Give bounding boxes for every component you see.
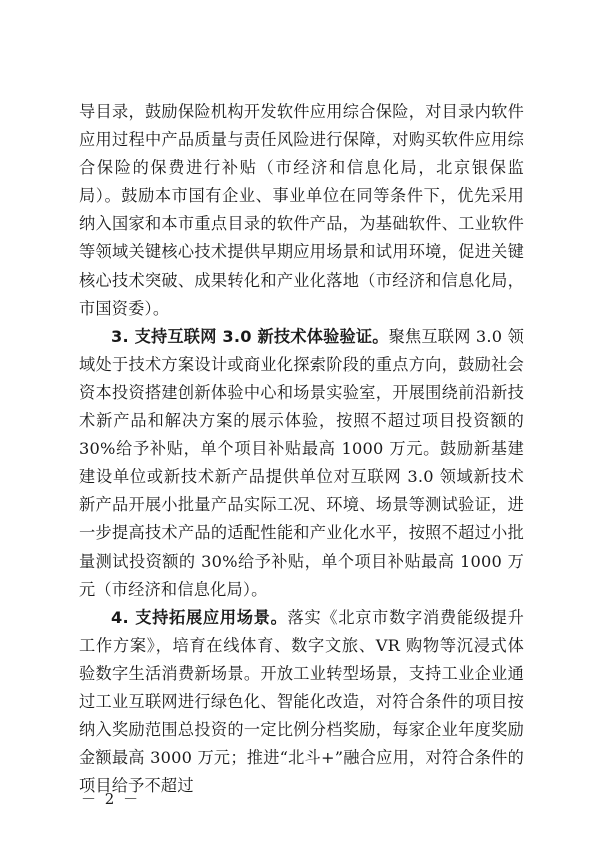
paragraph-text: 导目录，鼓励保险机构开发软件应用综合保险，对目录内软件应用过程中产品质量与责任风险进行保障，对购买软件应用综合保险的保费进行补贴（市经济和信息化局，北京银保监局）。鼓励本市国有企业、事业单位在同等条件下，优先采用纳入国家和本市重点目录的软件产品，为基础软件、工业软件等领域关键核心技术提供早期应用场景和试用环境，促进关键核心技术突破、成果转化和产业化落地（市经济和信息化局，市国资委）。 [79, 102, 524, 318]
paragraph-item-4 [79, 604, 524, 801]
paragraph-continuation [79, 98, 524, 323]
paragraph-item-3 [79, 323, 524, 604]
paragraph-heading: 3. 支持互联网 3.0 新技术体验验证。 [111, 326, 389, 346]
document-body [79, 98, 524, 800]
page-number: － 2 － [81, 790, 141, 808]
paragraph-heading: 4. 支持拓展应用场景。 [111, 607, 288, 627]
paragraph-text: 聚焦互联网 3.0 领域处于技术方案设计或商业化探索阶段的重点方向，鼓励社会资本投资搭建创新体验中心和场景实验室，开展围绕前沿新技术新产品和解决方案的展示体验，按照不超过项目投资额的 30%给予补贴，单个项目补贴最高 1000 万元。鼓励新基建建设单位或新技术新产品提供单位对互联网 3.0 领域新技术新产品开展小批量产品实际工况、环境、场景等测试验证，进一步提高技术产品的适配性能和产业化水平，按照不超过小批量测试投资额的 30%给予补贴，单个项目补贴最高 1000 万元（市经济和信息化局）。 [79, 326, 524, 599]
paragraph-text: 落实《北京市数字消费能级提升工作方案》，培育在线体育、数字文旅、VR 购物等沉浸式体验数字生活消费新场景。开放工业转型场景，支持工业企业通过工业互联网进行绿色化、智能化改造，对符合条件的项目按纳入奖励范围总投资的一定比例分档奖励，每家企业年度奖励金额最高 3000 万元；推进“北斗+”融合应用，对符合条件的项目给予不超过 [79, 607, 524, 796]
